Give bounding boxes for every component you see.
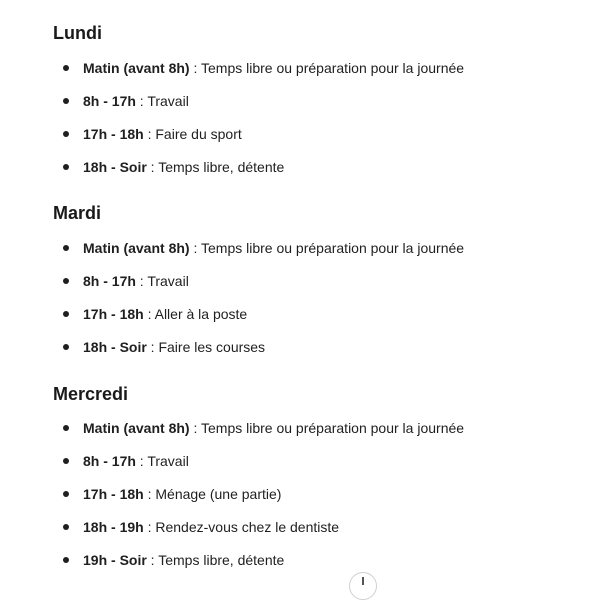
activity-label: Temps libre ou préparation pour la journée xyxy=(201,420,465,436)
time-label: 17h - 18h xyxy=(83,306,144,322)
bullet-icon xyxy=(63,524,69,530)
separator: : xyxy=(135,453,148,469)
activity-label: Faire les courses xyxy=(158,339,266,355)
bullet-icon xyxy=(63,245,69,251)
bullet-icon xyxy=(63,278,69,284)
list-item-text xyxy=(83,270,189,292)
list-item-text xyxy=(83,156,284,178)
activity-label: Travail xyxy=(147,93,189,109)
time-label: 18h - Soir xyxy=(83,339,147,355)
bullet-icon xyxy=(63,458,69,464)
list-item-text xyxy=(83,417,464,439)
bullet-icon xyxy=(63,344,69,350)
activity-label: Faire du sport xyxy=(155,126,242,142)
time-label: 18h - 19h xyxy=(83,519,144,535)
activity-label: Aller à la poste xyxy=(154,306,248,322)
separator: : xyxy=(189,420,201,436)
bullet-icon xyxy=(63,491,69,497)
list-item-text xyxy=(83,336,265,358)
day-heading-mardi: Mardi xyxy=(53,203,102,223)
activity-label: Temps libre ou préparation pour la journée xyxy=(201,240,465,256)
bullet-icon xyxy=(63,98,69,104)
time-label: 8h - 17h xyxy=(83,93,136,109)
time-label: 8h - 17h xyxy=(83,453,136,469)
bullet-icon xyxy=(63,557,69,563)
list-item-text xyxy=(83,237,464,259)
bullet-icon xyxy=(63,65,69,71)
scroll-down-button[interactable] xyxy=(349,572,377,600)
arrow-down-icon xyxy=(362,577,364,585)
time-label: Matin (avant 8h) xyxy=(83,60,190,76)
time-label: 17h - 18h xyxy=(83,126,144,142)
bullet-icon xyxy=(63,164,69,170)
time-label: 8h - 17h xyxy=(83,273,136,289)
separator: : xyxy=(143,306,155,322)
list-item-text xyxy=(83,483,281,505)
time-label: 19h - Soir xyxy=(83,552,147,568)
time-label: 18h - Soir xyxy=(83,159,147,175)
activity-label: Travail xyxy=(147,273,189,289)
bullet-icon xyxy=(63,311,69,317)
list-item-text xyxy=(83,450,189,472)
time-label: 17h - 18h xyxy=(83,486,144,502)
list-item-text xyxy=(83,549,284,571)
list-item-text xyxy=(83,303,247,325)
separator: : xyxy=(146,552,159,568)
activity-label: Travail xyxy=(147,453,189,469)
day-heading-lundi: Lundi xyxy=(53,23,102,43)
activity-label: Temps libre, détente xyxy=(158,552,285,568)
list-item-text xyxy=(83,516,339,538)
activity-label: Temps libre, détente xyxy=(158,159,285,175)
separator: : xyxy=(189,240,201,256)
activity-label: Ménage (une partie) xyxy=(155,486,282,502)
separator: : xyxy=(146,339,159,355)
separator: : xyxy=(135,93,148,109)
activity-label: Rendez-vous chez le dentiste xyxy=(155,519,340,535)
list-item-text xyxy=(83,123,242,145)
separator: : xyxy=(143,126,156,142)
list-item-text xyxy=(83,90,189,112)
time-label: Matin (avant 8h) xyxy=(83,420,190,436)
separator: : xyxy=(146,159,159,175)
separator: : xyxy=(143,486,156,502)
time-label: Matin (avant 8h) xyxy=(83,240,190,256)
separator: : xyxy=(143,519,156,535)
day-heading-mercredi: Mercredi xyxy=(53,384,129,404)
bullet-icon xyxy=(63,131,69,137)
separator: : xyxy=(135,273,148,289)
activity-label: Temps libre ou préparation pour la journée xyxy=(201,60,465,76)
bullet-icon xyxy=(63,425,69,431)
separator: : xyxy=(189,60,201,76)
list-item-text xyxy=(83,57,464,79)
